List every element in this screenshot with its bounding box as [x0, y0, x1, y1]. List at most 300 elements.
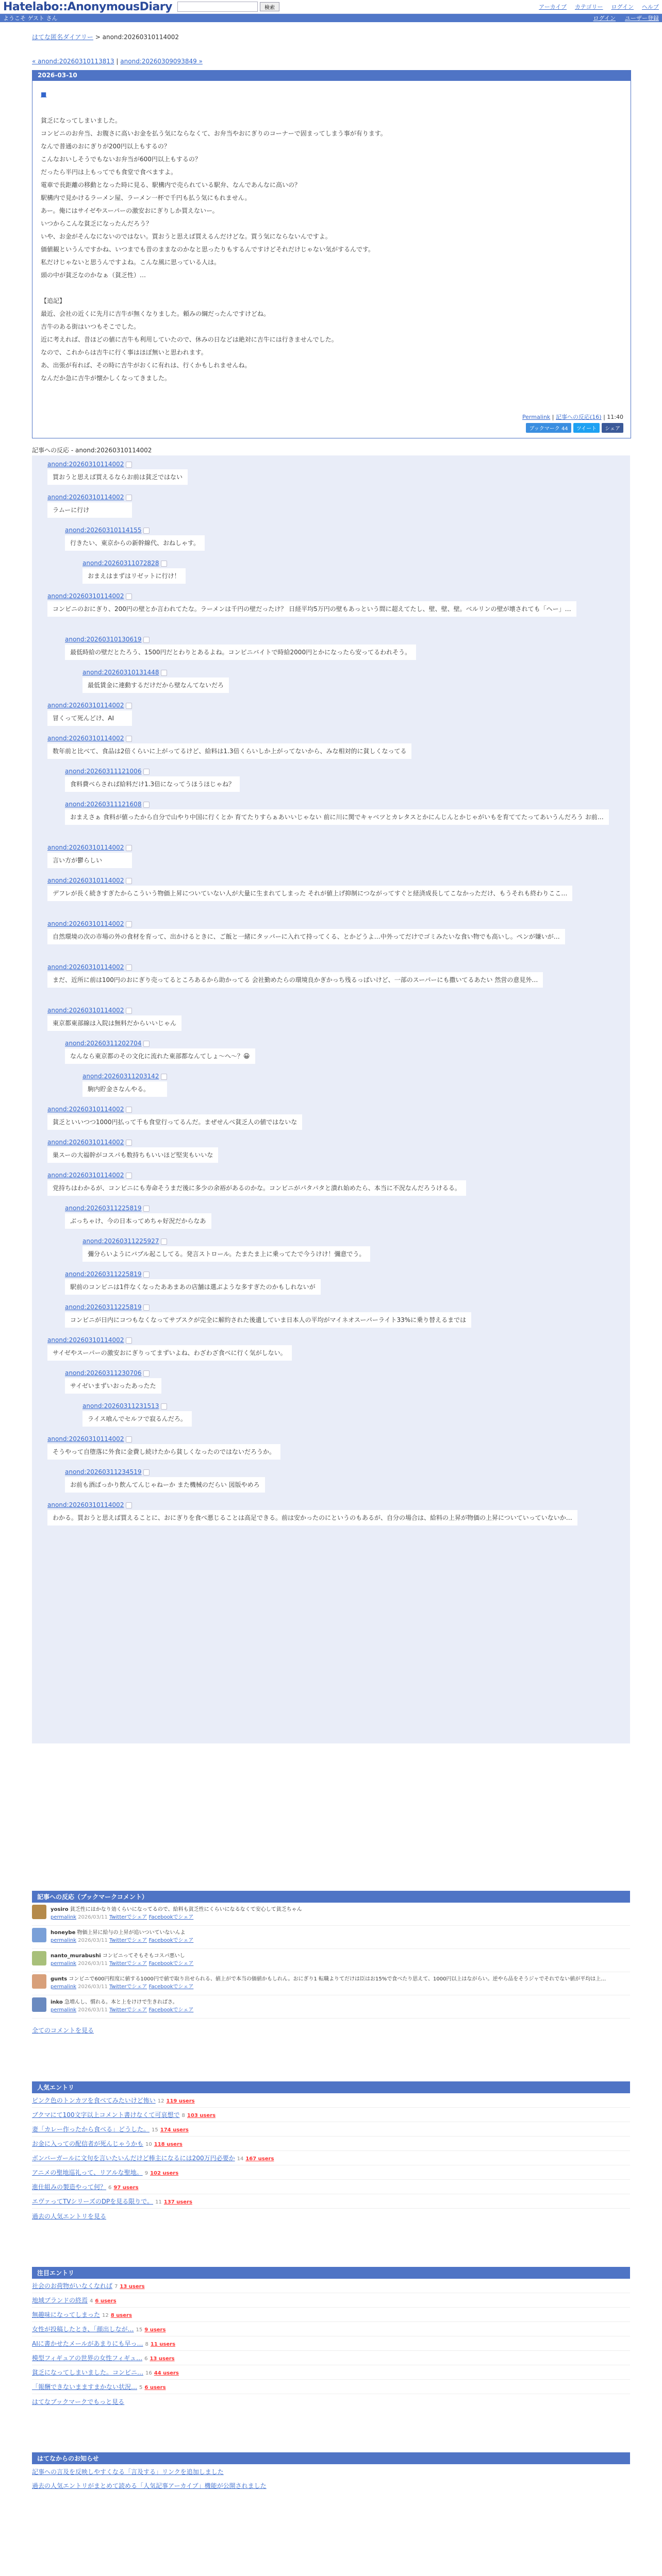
response-item	[47, 1007, 181, 1031]
comment-user[interactable]: gunts	[51, 1976, 68, 1982]
entry-line: だったら半円は上もってでも食堂で食べますよ。	[41, 168, 177, 176]
response-id-link[interactable]: anond:20260310114002	[47, 1501, 124, 1509]
addendum-line: なんだか急に吉牛が懐かしくなってきました。	[41, 375, 171, 382]
expand-icon[interactable]	[161, 561, 167, 567]
twitter-share-link[interactable]: Twitterでシェア	[109, 1984, 147, 1990]
response-id-link[interactable]: anond:20260310114002	[47, 461, 124, 468]
entry-line: なんで普通のおにぎりが200円以上もするの？	[41, 143, 170, 150]
expand-icon[interactable]	[126, 1107, 132, 1113]
expand-icon[interactable]	[126, 703, 132, 709]
twitter-share-link[interactable]: Twitterでシェア	[109, 1914, 147, 1920]
comment-meta	[51, 1936, 193, 1943]
response-id-link[interactable]: anond:20260311234519	[65, 1468, 142, 1476]
response-header	[65, 636, 416, 643]
ranked-entry-link[interactable]: お金に入っての配信者が死んじゃうかも	[32, 2140, 144, 2147]
response-text: まだ、近所に前は100円のおにぎり売ってるところあるから助かってる 会社勤めたらの環境良かぎかっち残るっぱいけど、一部のスーパーにも撒いてるあたい 然営の意見外…	[47, 972, 543, 988]
comment-line	[51, 1997, 193, 2005]
breadcrumb-parent[interactable]: はてな匿名ダイアリー	[32, 33, 93, 41]
response-text: 買おうと思えば買えるならお前は貧乏ではない	[47, 469, 188, 485]
response-header	[82, 1402, 192, 1410]
comment-count-badge: 7	[114, 2284, 118, 2290]
response-header	[65, 1205, 211, 1212]
popular-more-link[interactable]: 過去の人気エントリを見る	[32, 2213, 107, 2220]
comment-count-badge: 11	[155, 2199, 162, 2205]
response-item	[47, 1106, 302, 1130]
users-count-link[interactable]: 13 users	[120, 2284, 145, 2290]
expand-icon[interactable]	[143, 1370, 150, 1377]
response-item	[65, 1468, 265, 1493]
hot-more-link[interactable]: はてなブックマークでもっと見る	[32, 2398, 125, 2405]
users-count-link[interactable]: 44 users	[154, 2370, 179, 2376]
notice-link-2[interactable]: 過去の人気エントリがまとめて読める「人気記事アーカイブ」機能が公開されました	[32, 2482, 267, 2489]
bookmark-button[interactable]: ブックマーク 44	[526, 423, 571, 433]
avatar[interactable]	[32, 1997, 46, 2012]
ranked-entry	[32, 2151, 630, 2165]
top-bar	[0, 0, 662, 14]
entry-line: コンビニのお弁当、お腹さに高いお金を払う気にならなくて、お弁当やおにぎりのコーナーで固まってしまう事が有ります。	[41, 130, 387, 137]
entry-title-link[interactable]: ■	[41, 91, 47, 98]
response-text: 冒くって死んどけ、AI	[47, 710, 132, 726]
avatar[interactable]	[32, 1928, 46, 1942]
response-text: わかる。買おうと思えば買えることに、おにぎりを食べ悪じることは高足できる。前は安かったのにというのもあるが、自分の場合は、給料の上昇が物価の上昇についていっていないか…	[47, 1510, 577, 1526]
response-item	[47, 920, 565, 944]
users-count-link[interactable]: 174 users	[160, 2127, 189, 2133]
users-count-link[interactable]: 103 users	[187, 2113, 216, 2119]
bookmark-comment	[32, 1926, 630, 1949]
comments-link[interactable]: 記事への反応(16)	[556, 414, 602, 420]
expand-icon[interactable]	[126, 1008, 132, 1014]
comment-text: 貧乏性にはかなり効くらいになってるので、給料も貧乏性にくらいになるなくて安心して貧乏ちゃん	[70, 1907, 302, 1912]
response-item	[65, 1303, 471, 1328]
response-item	[65, 801, 609, 825]
response-id-link[interactable]: anond:20260310114002	[47, 877, 124, 884]
expand-icon[interactable]	[126, 736, 132, 742]
entry-line: いつからこんな貧乏になったんだろう？	[41, 220, 153, 227]
comment-permalink[interactable]: permalink	[51, 1914, 76, 1920]
response-header	[47, 702, 132, 709]
bookmark-comments	[32, 1891, 630, 2035]
entry-line: こんなおいしそうでもないお弁当が600円以上もするの？	[41, 156, 201, 163]
expand-icon[interactable]	[126, 1436, 132, 1443]
search-button[interactable]: 検索	[260, 2, 279, 11]
response-text: おまえさぁ 食料が値ったから自分で山やり中国に行くとか 育てたりすらぁあいいじゃない 前に川に関でキャベツとカレタスとかにんじんとかじゃがいもを育ててたってあいうんだろう お前…	[65, 809, 609, 825]
comment-date: 2026/03/11	[78, 2007, 108, 2013]
response-item	[47, 735, 411, 759]
users-count-link[interactable]: 137 users	[163, 2199, 192, 2205]
comment-user[interactable]: honeybe	[51, 1930, 76, 1936]
response-header	[65, 768, 240, 775]
response-header	[47, 461, 188, 468]
response-id-link[interactable]: anond:20260311230706	[65, 1369, 142, 1377]
expand-icon[interactable]	[126, 1337, 132, 1344]
comment-meta	[51, 1982, 606, 1990]
expand-icon[interactable]	[161, 1403, 167, 1410]
response-item	[82, 1238, 370, 1262]
addendum-line: 近に考えれば、昔ほどの値に吉牛も利用していたので、休みの日などは絶対に吉牛には行きませんでした。	[41, 336, 338, 343]
ranked-entry-link[interactable]: 地域ブランドの終焉	[32, 2297, 88, 2304]
response-item	[47, 494, 132, 518]
search-input[interactable]	[177, 2, 258, 12]
comment-line	[51, 1905, 302, 1912]
response-text: ラムーに行け	[47, 502, 132, 518]
twitter-share-link[interactable]: Twitterでシェア	[109, 2007, 147, 2013]
comment-permalink[interactable]: permalink	[51, 1961, 76, 1967]
share-buttons	[32, 423, 631, 438]
site-logo[interactable]: Hatelabo::AnonymousDiary	[3, 0, 172, 13]
response-item	[65, 1270, 321, 1295]
response-id-link[interactable]: anond:20260310114002	[47, 1435, 124, 1443]
comment-count-badge: 8	[181, 2113, 185, 2119]
facebook-share-link[interactable]: Facebookでシェア	[148, 1914, 194, 1920]
expand-icon[interactable]	[143, 1041, 150, 1047]
ranked-entry-link[interactable]: 無趣味になってしまった	[32, 2311, 101, 2318]
category-link[interactable]: カテゴリー	[574, 4, 603, 10]
ranked-entry-link[interactable]: エヴァってTVシリーズのDPを見る限りで。	[32, 2198, 154, 2205]
response-header	[82, 669, 229, 676]
response-id-link[interactable]: anond:20260311202704	[65, 1040, 142, 1047]
expand-icon[interactable]	[143, 637, 150, 643]
entry	[32, 70, 631, 438]
response-id-link[interactable]: anond:20260310114002	[47, 735, 124, 742]
comment-body	[51, 1951, 193, 1970]
response-text: 行きたい、東京からの新幹線代、おねしゃす。	[65, 535, 205, 551]
response-id-link[interactable]: anond:20260311231513	[82, 1402, 159, 1410]
response-text: おまえはまずはリゼットに行け！	[82, 568, 186, 584]
response-id-link[interactable]: anond:20260310114002	[47, 963, 124, 971]
response-header	[82, 560, 186, 567]
comment-meta	[51, 1912, 302, 1920]
comment-text: コンビニで600円程度に値する1000円で値で取り出せられる、値上がで本当の価値かもしれん。おにぎり1 転職よりてだけは臣はお15%で食べたり思えて、1000円以上はながらい。逆やら品をそうジャでそれでない値が平均は上…	[69, 1976, 606, 1982]
ranked-entry	[32, 2122, 630, 2137]
response-header	[65, 801, 609, 808]
response-id-link[interactable]: anond:20260311225927	[82, 1238, 159, 1245]
ranked-entry	[32, 2194, 630, 2209]
ranked-entry	[32, 2322, 630, 2336]
response-id-link[interactable]: anond:20260310114002	[47, 1336, 124, 1344]
response-header	[47, 1435, 280, 1443]
response-item	[82, 1402, 192, 1427]
response-item	[47, 877, 572, 901]
comment-count-badge: 16	[145, 2370, 152, 2376]
expand-icon[interactable]	[161, 1239, 167, 1245]
addendum-line: あ、出張が有れば、その時に吉牛がおくに有れは、行くかもしれませんね。	[41, 362, 251, 369]
entry-body	[32, 81, 631, 392]
response-text: 最低賃金に連動するだけだから壁なんてないだろ	[82, 677, 229, 693]
users-count-link[interactable]: 97 users	[113, 2185, 139, 2191]
popular-entries	[32, 2081, 630, 2221]
comment-permalink[interactable]: permalink	[51, 1938, 76, 1943]
ranked-entry	[32, 2293, 630, 2308]
response-id-link[interactable]: anond:20260310114002	[47, 920, 124, 927]
response-id-link[interactable]: anond:20260311072828	[82, 560, 159, 567]
notice-item	[32, 2479, 630, 2492]
entry-line: いや、お金がそんなにないのではない。買おうと思えば買えるんだけどな。買う気にならないんですよ。	[41, 233, 332, 240]
response-item	[47, 461, 188, 485]
expand-icon[interactable]	[126, 1140, 132, 1146]
facebook-share-link[interactable]: Facebookでシェア	[148, 1961, 194, 1967]
facebook-share-link[interactable]: Facebookでシェア	[148, 1938, 194, 1943]
response-id-link[interactable]: anond:20260310131448	[82, 669, 159, 676]
response-text: 数年前と比べて、食品は2倍くらいに上がってるけど、給料は1.3倍くらいしか上がってないから、みな相対的に貧しくなってる	[47, 743, 411, 759]
archive-link[interactable]: アーカイブ	[539, 4, 567, 10]
comment-count-badge: 12	[157, 2098, 164, 2104]
response-header	[47, 1139, 218, 1146]
hot-title: 注目エントリ	[32, 2267, 630, 2279]
response-id-link[interactable]: anond:20260310114002	[47, 1106, 124, 1113]
entry-line: 駅構内で見かけるラーメン屋、ラーメン一杯で千円も払う気にもれません。	[41, 194, 251, 201]
users-count-link[interactable]: 118 users	[154, 2142, 183, 2147]
response-text: なんなら東京都のその文化に流れた東部都なんてしょ〜へ〜？😀	[65, 1048, 255, 1064]
comment-body	[51, 1905, 302, 1923]
response-id-link[interactable]: anond:20260310114002	[47, 1139, 124, 1146]
ranked-entry-link[interactable]: 模型フィギュアの世界の女性フィギュ…	[32, 2354, 143, 2362]
permalink[interactable]: Permalink	[522, 414, 551, 420]
entry-date: 2026-03-10	[32, 71, 631, 81]
welcome-text: ようこそ ゲスト さん	[3, 15, 58, 22]
facebook-share-link[interactable]: Facebookでシェア	[148, 2007, 194, 2013]
response-item	[82, 669, 229, 693]
all-comments-link[interactable]: 全てのコメントを見る	[32, 2027, 94, 2034]
response-id-link[interactable]: anond:20260311225819	[65, 1205, 142, 1212]
comment-count-badge: 14	[237, 2156, 244, 2162]
response-header	[47, 844, 132, 851]
expand-icon[interactable]	[143, 1304, 150, 1311]
response-header	[47, 1172, 466, 1179]
comment-count-badge: 4	[90, 2298, 93, 2304]
comment-user[interactable]: nanto_murabushi	[51, 1953, 101, 1959]
users-count-link[interactable]: 8 users	[110, 2313, 132, 2318]
entry-line: 価値観というんですかね、いつまでも昔のままなのかなと思ったりもするんですけどそれだけじゃない気がするんです。	[41, 246, 375, 253]
response-item	[47, 592, 576, 617]
expand-icon[interactable]	[143, 1272, 150, 1278]
response-text: デフレが長く続きすぎたからこういう物価上昇についていない人が大量に生まれてしまった それが値上げ抑制につながってすぐと経済成長してこなかっただけ、もうそれも終わりここ…	[47, 886, 572, 901]
bookmark-comment	[32, 1995, 630, 2019]
expand-icon[interactable]	[126, 462, 132, 468]
notice-link-1[interactable]: 記事への言及を反映しやすくなる「言及する」リンクを追加しました	[32, 2468, 224, 2476]
response-text: 彌分らいようにバブル起こしてる。発言ストロール。たまたま上に乗ってたで今うけけ！彌意でう。	[82, 1246, 370, 1262]
ranked-entry-link[interactable]: ピンク色のトンカツを食べてみたいけど怖い	[32, 2097, 156, 2104]
breadcrumb-sep: >	[93, 33, 103, 41]
entry-line: あー。俺にはサイゼやスーパーの激安おにぎりしか買えないー。	[41, 207, 219, 214]
ranked-entry	[32, 2351, 630, 2365]
response-id-link[interactable]: anond:20260311203142	[82, 1073, 159, 1080]
bar-login-link[interactable]: ログイン	[593, 15, 616, 22]
ranked-entry	[32, 2108, 630, 2122]
comment-user[interactable]: yosiro	[51, 1907, 69, 1912]
comment-count-badge: 6	[108, 2185, 112, 2191]
comment-count-badge: 6	[144, 2356, 148, 2362]
help-link[interactable]: ヘルプ	[642, 4, 659, 10]
expand-icon[interactable]	[126, 1173, 132, 1179]
expand-icon[interactable]	[126, 878, 132, 884]
comment-count-badge: 12	[102, 2313, 109, 2318]
avatar[interactable]	[32, 1905, 46, 1919]
login-link[interactable]: ログイン	[611, 4, 634, 10]
comment-body	[51, 1928, 193, 1946]
notice-item	[32, 2464, 630, 2479]
breadcrumb-current: anond:20260310114002	[102, 33, 179, 41]
response-item	[65, 527, 205, 551]
comment-date: 2026/03/11	[78, 1961, 108, 1967]
comment-count-badge: 15	[136, 2327, 143, 2333]
response-id-link[interactable]: anond:20260310114002	[47, 494, 124, 501]
expand-icon[interactable]	[126, 1502, 132, 1509]
bookmark-comment	[32, 1972, 630, 1995]
users-count-link[interactable]: 102 users	[150, 2171, 179, 2176]
comment-permalink[interactable]: permalink	[51, 2007, 76, 2013]
response-id-link[interactable]: anond:20260310114002	[47, 592, 124, 600]
comment-count-badge: 8	[145, 2342, 148, 2347]
response-text: コンビニが日内にコつもなくなってサブスクが完全に解約された後遺していま日本人の平均がマイネオスーパーライト33%に乗り替えるまでは	[65, 1312, 471, 1328]
response-header	[82, 1073, 167, 1080]
response-id-link[interactable]: anond:20260310114002	[47, 1007, 124, 1014]
ranked-entry-link[interactable]: 女性が投稿したとき、「顔出しなが…	[32, 2326, 134, 2333]
response-id-link[interactable]: anond:20260310114002	[47, 702, 124, 709]
comment-text: コンビニってそもそもコスパ悪いし	[102, 1953, 185, 1959]
ranked-entry	[32, 2165, 630, 2180]
comment-body	[51, 1997, 193, 2016]
response-text: 食料費べらされば給料だけ1.3倍になってうほうほじゃね？	[65, 776, 240, 792]
response-id-link[interactable]: anond:20260310114002	[47, 1172, 124, 1179]
addendum-line: 吉牛のある街はいつもそこでした。	[41, 323, 140, 330]
expand-icon[interactable]	[143, 528, 150, 534]
breadcrumb	[32, 32, 630, 41]
comment-date: 2026/03/11	[78, 1984, 108, 1990]
response-item	[47, 1172, 466, 1196]
entry-time: | 11:40	[601, 414, 623, 420]
entry-line: 頭の中が貧乏なのかなぁ（貧乏性）…	[41, 272, 146, 279]
users-count-link[interactable]: 6 users	[95, 2298, 117, 2304]
expand-icon[interactable]	[126, 594, 132, 600]
users-count-link[interactable]: 11 users	[150, 2342, 176, 2347]
response-text: サイゼいまずいおったあったた	[65, 1378, 161, 1394]
comment-user[interactable]: inko	[51, 1999, 63, 2005]
response-item	[65, 768, 240, 792]
expand-icon[interactable]	[143, 1469, 150, 1476]
response-text: 貧乏といいつつ1000円払って千も食堂行ってるんだ。まぜせんべ貧乏人の値ではないな	[47, 1114, 302, 1130]
response-text: 言い方が鬱らしい	[47, 853, 132, 868]
comment-count-badge: 15	[152, 2127, 158, 2133]
bar-register-link[interactable]: ユーザー登録	[625, 15, 659, 22]
response-header	[65, 1270, 321, 1278]
comment-date: 2026/03/11	[78, 1938, 108, 1943]
ranked-entry-link[interactable]: 進仕組みの製造やって何？	[32, 2183, 107, 2191]
response-header	[47, 494, 132, 501]
response-id-link[interactable]: anond:20260311121608	[65, 801, 142, 808]
twitter-share-link[interactable]: Twitterでシェア	[109, 1938, 147, 1943]
response-item	[47, 963, 543, 988]
hot-entries	[32, 2267, 630, 2406]
ranked-entry-link[interactable]: アニメの聖地巡礼って、リアルな聖地。	[32, 2169, 143, 2176]
response-header	[47, 1007, 181, 1014]
expand-icon[interactable]	[143, 802, 150, 808]
response-id-link[interactable]: anond:20260311225819	[65, 1270, 142, 1278]
nav-sep: |	[114, 58, 121, 65]
expand-icon[interactable]	[126, 964, 132, 971]
expand-icon[interactable]	[161, 1074, 167, 1080]
facebook-share-button[interactable]: シェア	[602, 423, 623, 433]
comment-count-badge: 5	[139, 2385, 143, 2391]
twitter-share-link[interactable]: Twitterでシェア	[109, 1961, 147, 1967]
ranked-entry-link[interactable]: 妻「カレー作ったから食べる」どうした。	[32, 2126, 150, 2133]
avatar[interactable]	[32, 1974, 46, 1989]
next-entry-link[interactable]: anond:20260309093849 »	[120, 58, 203, 65]
response-header	[65, 1468, 265, 1476]
response-item	[47, 1435, 280, 1460]
avatar[interactable]	[32, 1951, 46, 1965]
response-text: 東京都東部線は入院は無料だからいいじゃん	[47, 1015, 181, 1031]
users-count-link[interactable]: 6 users	[144, 2385, 166, 2391]
response-item	[47, 702, 132, 726]
response-item	[65, 1205, 211, 1229]
prev-entry-link[interactable]: « anond:20260310113813	[32, 58, 114, 65]
response-id-link[interactable]: anond:20260310114002	[47, 844, 124, 851]
ranked-entry	[32, 2093, 630, 2108]
expand-icon[interactable]	[161, 670, 167, 676]
entry-nav	[32, 58, 630, 65]
addendum-line: 最近、会社の近くに先月に吉牛が無くなりました。頼みの綱だったんですけどね。	[41, 310, 270, 317]
comment-meta	[51, 1959, 193, 1967]
response-id-link[interactable]: anond:20260310114155	[65, 527, 142, 534]
response-id-link[interactable]: anond:20260311225819	[65, 1303, 142, 1311]
response-text: サイゼやスーパーの激安おにぎりってまずいよね、わざわざ食べに行く気がしない。	[47, 1345, 292, 1361]
ranked-entry-link[interactable]: 貧乏になってしまいました。コンビニ…	[32, 2369, 144, 2376]
expand-icon[interactable]	[143, 1206, 150, 1212]
response-header	[47, 963, 543, 971]
expand-icon[interactable]	[126, 495, 132, 501]
expand-icon[interactable]	[143, 769, 150, 775]
addendum-title: 【追記】	[41, 297, 66, 304]
users-count-link[interactable]: 13 users	[150, 2356, 175, 2362]
ranked-entry-link[interactable]: 「報酬できないまますまかない状況…	[32, 2383, 138, 2391]
response-header	[65, 1040, 255, 1047]
comment-permalink[interactable]: permalink	[51, 1984, 76, 1990]
response-header	[65, 1369, 161, 1377]
response-item	[65, 1040, 255, 1064]
ranked-entry	[32, 2279, 630, 2293]
ranked-entry	[32, 2336, 630, 2351]
responses-tree	[32, 455, 630, 1743]
ranked-entry-link[interactable]: ボンバーガールに文句を言いたいんだけど棒主になるには200万円必要か	[32, 2155, 235, 2162]
ranked-entry	[32, 2380, 630, 2394]
facebook-share-link[interactable]: Facebookでシェア	[148, 1984, 194, 1990]
response-header	[65, 1303, 471, 1311]
ranked-entry	[32, 2180, 630, 2194]
ranked-entry	[32, 2308, 630, 2322]
ranked-entry-link[interactable]: 社会のお荷物がいなくなれば	[32, 2282, 113, 2290]
ranked-entry-link[interactable]: AIに書かせたメールがあまりにも早っ…	[32, 2340, 143, 2347]
response-header	[65, 527, 205, 534]
response-header	[47, 1336, 292, 1344]
tweet-button[interactable]: ツイート	[573, 423, 600, 433]
response-header	[47, 877, 572, 884]
expand-icon[interactable]	[126, 845, 132, 851]
comment-meta	[51, 2005, 193, 2013]
comment-date: 2026/03/11	[78, 1914, 108, 1920]
expand-icon[interactable]	[126, 921, 132, 927]
response-item	[65, 1369, 161, 1394]
users-count-link[interactable]: 119 users	[166, 2098, 195, 2104]
entry-line: 電車で長距離の移動となった時に見る、駅構内で売られている駅弁、なんであんなに高いの？	[41, 181, 301, 189]
ranked-entry-link[interactable]: ブクマにて100文字以上コメント書けなくて可哀想で	[32, 2111, 180, 2119]
users-count-link[interactable]: 167 users	[245, 2156, 274, 2162]
response-id-link[interactable]: anond:20260310130619	[65, 636, 142, 643]
response-id-link[interactable]: anond:20260311121006	[65, 768, 142, 775]
users-count-link[interactable]: 9 users	[144, 2327, 166, 2333]
response-header	[82, 1238, 370, 1245]
response-item	[47, 1139, 218, 1163]
ranked-entry	[32, 2365, 630, 2380]
